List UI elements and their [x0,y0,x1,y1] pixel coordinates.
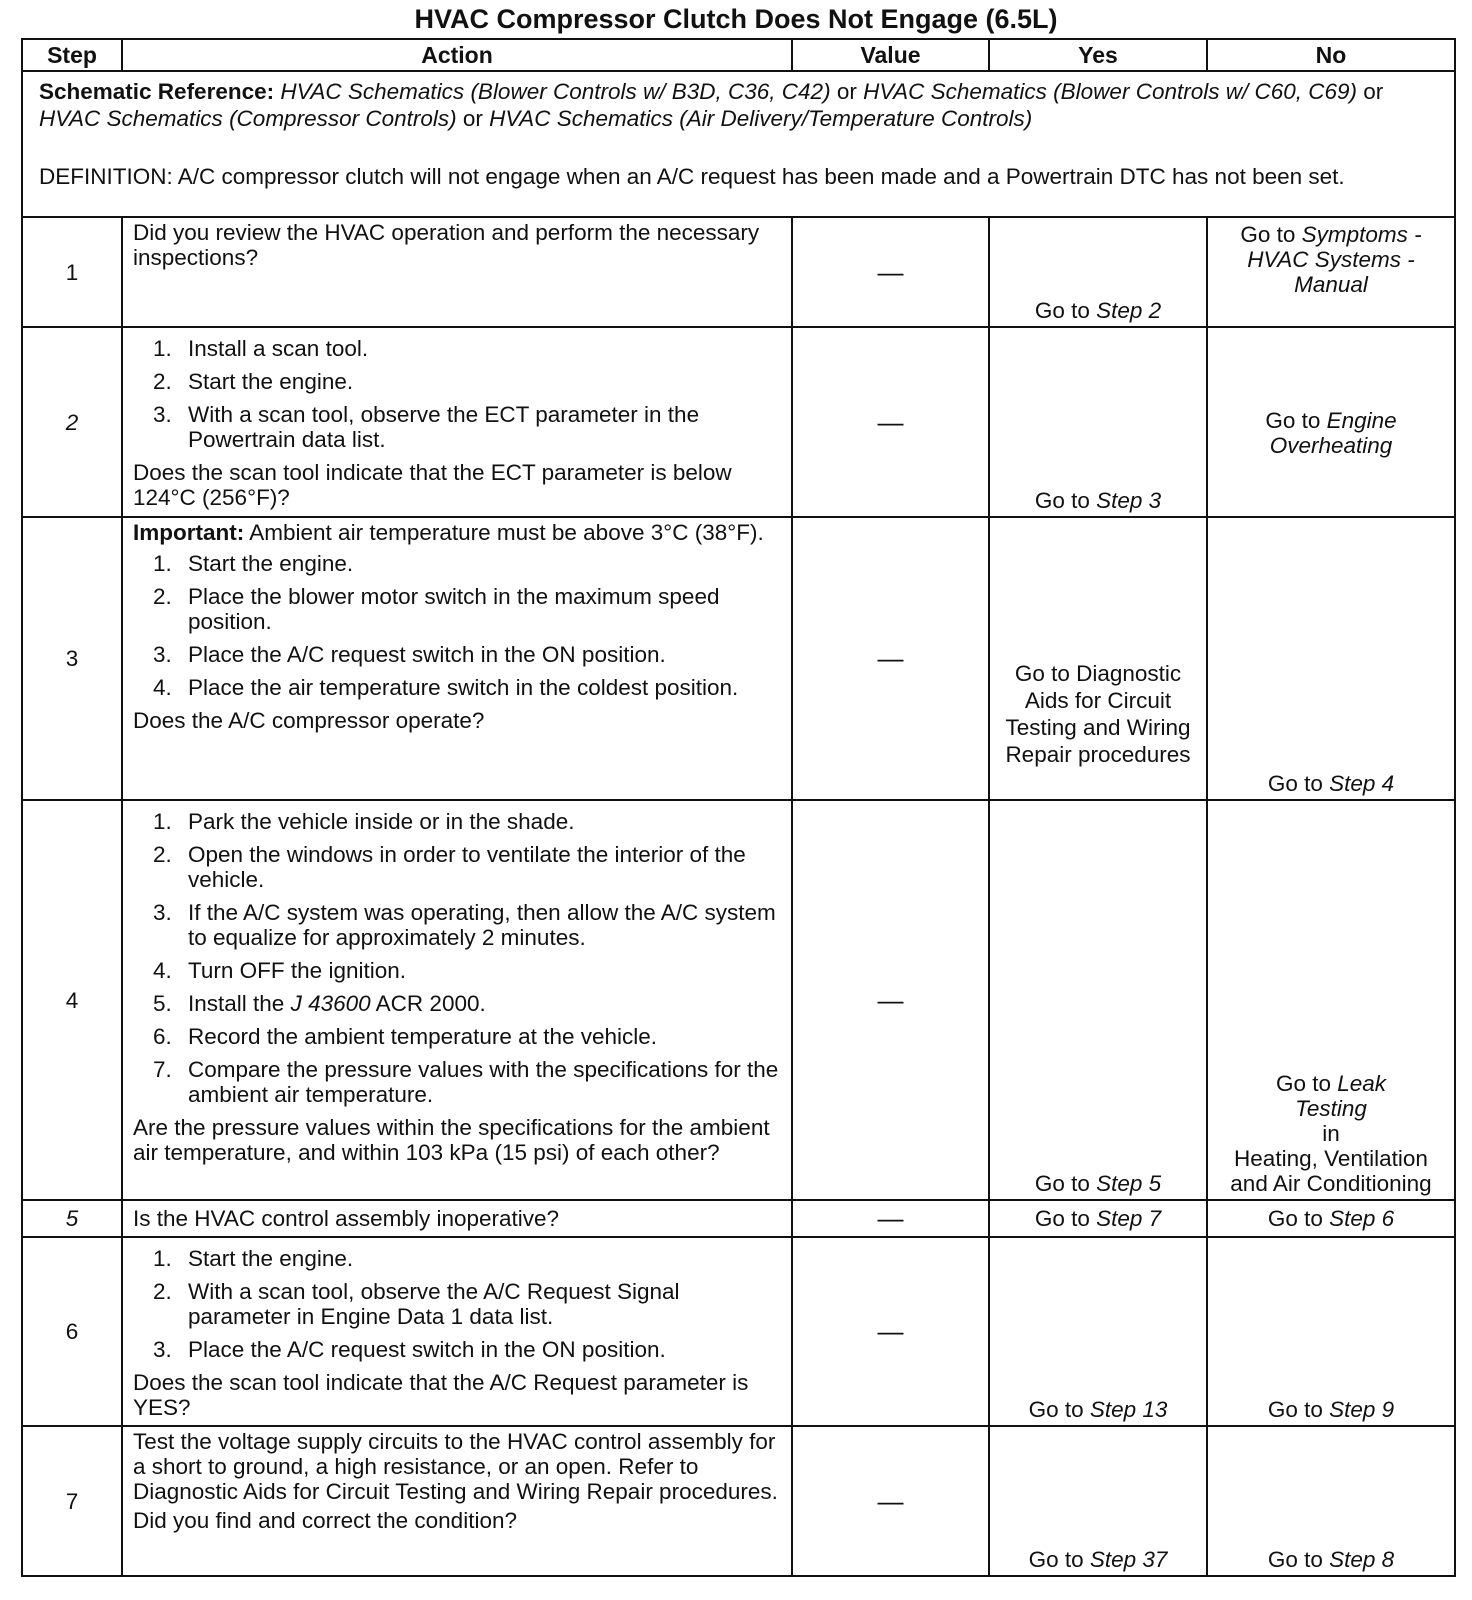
goto-prefix: Go to [1267,1206,1323,1231]
no-cell [1207,327,1455,517]
table-row [22,800,1455,1200]
definition-text: DEFINITION: A/C compressor clutch will not engage when an A/C request has been made and a Powertrain DTC has not been set. [39,164,1345,189]
action-text [122,517,792,800]
action-step: 4. Turn OFF the ignition. [153,958,407,983]
action-question: Did you review the HVAC operation and perform the necessary inspections? [133,220,760,270]
goto-prefix: Go to [1034,488,1090,513]
yes-cell [989,800,1207,1200]
value-cell: — [792,517,989,800]
header-row [22,39,1455,71]
goto-prefix: Go to [1034,298,1090,323]
step-number: 3 [22,517,122,800]
diagnostic-table [21,38,1456,1577]
yes-cell [989,517,1207,800]
goto-prefix: Go to [1275,1071,1331,1096]
action-text [122,217,792,327]
action-step: 1. Start the engine. [153,551,354,576]
goto-link[interactable]: Step 2 [1096,298,1162,323]
goto-prefix: Go to [1028,1547,1084,1572]
no-cell [1207,1426,1455,1576]
tool-reference: J 43600 [290,991,371,1016]
reference-link-4[interactable]: HVAC Schematics (Air Delivery/Temperature Controls) [489,106,1033,131]
no-cell [1207,217,1455,327]
yes-cell [989,217,1207,327]
yes-goto[interactable] [990,488,1206,513]
action-step: 3. With a scan tool, observe the ECT parameter in the Powertrain data list. [153,402,700,452]
no-goto[interactable] [1208,222,1454,297]
action-step: 5. Install the J 43600 ACR 2000. [153,991,486,1016]
goto-in: in [1322,1121,1340,1146]
step-number: 7 [22,1426,122,1576]
action-text [122,1200,792,1237]
goto-prefix: Go to [1267,1547,1323,1572]
goto-prefix: Go to [1028,1397,1084,1422]
goto-link[interactable]: Leak Testing [1295,1071,1387,1121]
action-step: 1. Start the engine. [153,1246,354,1271]
action-text [122,327,792,517]
step-number: 2 [22,327,122,517]
reference-or-1: or [836,79,857,104]
action-question: Is the HVAC control assembly inoperative? [133,1205,560,1231]
goto-prefix: Go to [1034,1171,1090,1196]
goto-prefix: Go to [1034,1206,1090,1231]
no-goto[interactable] [1208,771,1454,796]
action-step: 2. Place the blower motor switch in the maximum speed position. [153,584,720,634]
important-note: Important: Ambient air temperature must be above 3°C (38°F). [133,520,764,545]
action-question: Does the scan tool indicate that the A/C Request parameter is YES? [133,1370,749,1420]
value-cell: — [792,217,989,327]
goto-link[interactable]: Symptoms - HVAC Systems - Manual [1247,222,1422,297]
step-number: 4 [22,800,122,1200]
value-cell: — [792,1426,989,1576]
action-steps [133,551,781,700]
yes-goto[interactable] [990,298,1206,323]
yes-cell [989,327,1207,517]
no-cell[interactable] [1207,1200,1455,1237]
action-step: 1. Park the vehicle inside or in the shade. [153,809,575,834]
goto-link[interactable]: Step 5 [1096,1171,1162,1196]
action-question: Does the A/C compressor operate? [133,708,485,733]
reference-row [22,71,1455,217]
goto-link[interactable]: Step 13 [1089,1397,1168,1422]
yes-cell [989,1237,1207,1426]
yes-goto[interactable] [990,1547,1206,1572]
goto-link[interactable]: Step 37 [1089,1547,1168,1572]
action-step: 2. Start the engine. [153,369,354,394]
reference-or-3: or [462,106,483,131]
schematic-reference [22,71,1455,217]
value-cell: — [792,327,989,517]
action-text [122,1426,792,1576]
action-question: Does the scan tool indicate that the ECT parameter is below 124°C (256°F)? [133,460,732,510]
action-step: 3. If the A/C system was operating, then allow the A/C system to equalize for approximately 2 minutes. [153,900,776,950]
action-text [122,1237,792,1426]
no-cell [1207,800,1455,1200]
header-value: Value [792,39,989,71]
goto-section: Heating, Ventilation and Air Conditioning [1230,1146,1432,1196]
header-yes: Yes [989,39,1207,71]
action-text [122,800,792,1200]
table-row [22,1237,1455,1426]
reference-link-1[interactable]: HVAC Schematics (Blower Controls w/ B3D, C36, C42) [280,79,831,104]
action-instruction: Test the voltage supply circuits to the HVAC control assembly for a short to ground, a high resistance, or an open. Refer to Diagnostic Aids for Circuit Testing and Wiring Repair procedures. [133,1429,778,1504]
action-step: 6. Record the ambient temperature at the vehicle. [153,1024,658,1049]
yes-cell [989,1426,1207,1576]
header-no: No [1207,39,1455,71]
step-number: 6 [22,1237,122,1426]
goto-prefix: Go to [1265,408,1321,433]
action-step: 7. Compare the pressure values with the specifications for the ambient air temperature. [153,1057,779,1107]
no-goto[interactable] [1208,1397,1454,1422]
header-step: Step [22,39,122,71]
header-action: Action [122,39,792,71]
table-row [22,327,1455,517]
goto-prefix: Go to [1267,771,1323,796]
goto-link[interactable]: Step 7 [1096,1206,1162,1231]
reference-label: Schematic Reference: [39,79,275,104]
table-row [22,517,1455,800]
action-question: Are the pressure values within the specifications for the ambient air temperature, and within 103 kPa (15 psi) of each other? [133,1115,770,1165]
no-cell [1207,1237,1455,1426]
value-cell: — [792,1200,989,1237]
action-steps [133,336,781,452]
action-steps [133,809,781,1107]
yes-goto[interactable] [990,1171,1206,1196]
no-goto[interactable] [1208,1071,1454,1196]
action-step: 2. Open the windows in order to ventilate the interior of the vehicle. [153,842,746,892]
goto-link[interactable]: Step 6 [1329,1206,1395,1231]
goto-link[interactable]: Step 3 [1096,488,1162,513]
no-cell [1207,517,1455,800]
yes-goto[interactable] [990,1397,1206,1422]
action-step: 2. With a scan tool, observe the A/C Request Signal parameter in Engine Data 1 data list. [153,1279,680,1329]
goto-prefix: Go to [1267,1397,1323,1422]
value-cell: — [792,1237,989,1426]
goto-link[interactable]: Step 9 [1329,1397,1395,1422]
reference-link-2[interactable]: HVAC Schematics (Blower Controls w/ C60, C69) [863,79,1358,104]
table-row [22,217,1455,327]
action-step: 3. Place the A/C request switch in the ON position. [153,642,666,667]
table-row [22,1426,1455,1576]
action-step: 3. Place the A/C request switch in the ON position. [153,1337,666,1362]
reference-or-2: or [1363,79,1384,104]
step-number: 5 [22,1200,122,1237]
action-step: 1. Install a scan tool. [153,336,369,361]
goto-link[interactable]: Step 8 [1329,1547,1395,1572]
page-title: HVAC Compressor Clutch Does Not Engage (6.5L) [414,4,1058,34]
value-cell: — [792,800,989,1200]
table-row [22,1200,1455,1237]
action-question: Did you find and correct the condition? [133,1508,517,1533]
action-steps [133,1246,781,1362]
yes-cell[interactable] [989,1200,1207,1237]
goto-prefix: Go to [1240,222,1296,247]
reference-link-3[interactable]: HVAC Schematics (Compressor Controls) [39,106,457,131]
no-goto[interactable] [1208,408,1454,458]
step-number: 1 [22,217,122,327]
action-step: 4. Place the air temperature switch in the coldest position. [153,675,739,700]
goto-link[interactable]: Step 4 [1329,771,1395,796]
goto-link[interactable]: Engine Overheating [1269,408,1397,458]
no-goto[interactable] [1208,1547,1454,1572]
yes-goto[interactable]: Go to Diagnostic Aids for Circuit Testing and Wiring Repair procedures [1005,661,1191,767]
